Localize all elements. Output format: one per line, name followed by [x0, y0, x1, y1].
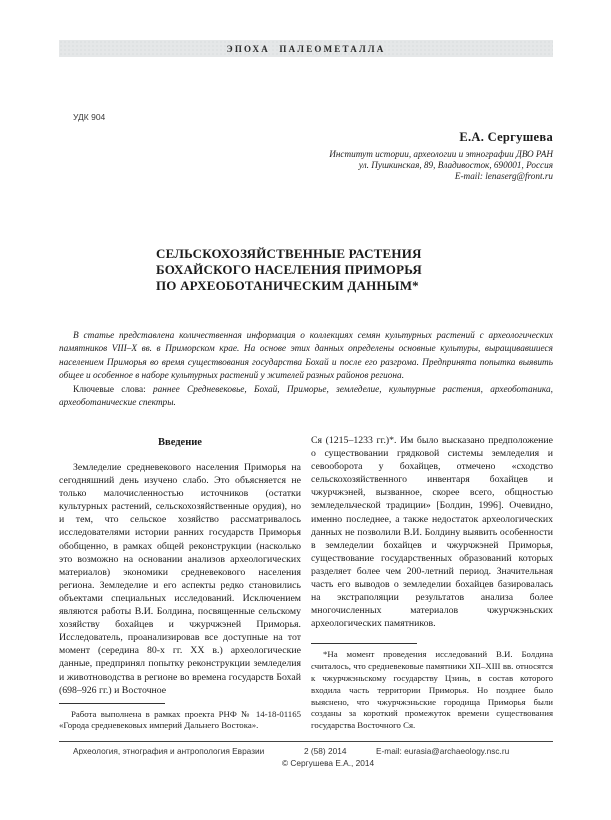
author-block	[329, 130, 553, 183]
article-title-line: БОХАЙСКОГО НАСЕЛЕНИЯ ПРИМОРЬЯ	[156, 262, 422, 277]
body-text-left: Земледелие средневекового населения Приморья на сегодняшний день изучено слабо. Это объясняется не только малочисленностью источников (остатки культурных растений, сельскохозяйственные орудия), но и тем, что сельское хозяйство рассматривалось исследователями истории ранних государств Приморья обобщенно, в рамках общей реконструкции (насколько это возможно на основании анализов археологических материалов) экономики средневекового населения региона. Земледелие и его аспекты редко становились объектами специальных исследований. Исключением являются работы В.И. Болдина, посвященные сельскому хозяйству бохайцев и чжурчжэней Приморья. Исследователь, проанализировав все доступные на тот момент (середина 80-х гг. XX в.) археологические данные, предпринял попытку реконструкции земледелия и животноводства в регионе во времена государств Бохай (698–926 гг.) и Восточное	[59, 462, 301, 696]
article-title-line: СЕЛЬСКОХОЗЯЙСТВЕННЫЕ РАСТЕНИЯ	[156, 246, 422, 261]
article-title-line: ПО АРХЕОБОТАНИЧЕСКИМ ДАННЫМ*	[156, 278, 419, 293]
left-column	[59, 436, 301, 732]
footnote-rule	[59, 703, 165, 704]
body-text-right: Ся (1215–1233 гг.)*. Им было высказано предположение о существовании грядковой системы земледелия и севооборота у бохайцев, отмечено «сходство сельскохозяйственного инвентаря бохайцев и чжурчжэней, вызванное, скорее всего, общностью земледельческой традиции» [Болдин, 1996]. Очевидно, именно последнее, а также недостаток археологических данных не позволили В.И. Болдину выявить особенности в земледелии бохайцев и чжурчжэней Приморья, существование государственных образований которых разделяет более чем 200-летний период. Значительная часть его выводов о земледелии бохайцев базировалась на экстраполяции результатов анализа более многочисленных материалов чжурчжэньских археологических памятников.	[311, 435, 553, 630]
affiliation-email: E-mail: lenaserg@front.ru	[454, 171, 553, 182]
udc-code: УДК 904	[73, 112, 106, 122]
right-column	[311, 434, 553, 732]
footer-email: E-mail: eurasia@archaeology.nsc.ru	[376, 746, 510, 756]
footer-journal-title: Археология, этнография и антропология Евразии	[73, 746, 265, 756]
author-name: Е.А. Сергушева	[459, 130, 553, 144]
asterisk-footnote	[311, 643, 553, 732]
footer-copyright: © Сергушева Е.А., 2014	[282, 758, 375, 768]
left-column-main	[59, 436, 301, 697]
section-banner	[59, 40, 553, 57]
asterisk-footnote-text: *На момент проведения исследований В.И. Болдина считалось, что средневековые памятники XII–XIII вв. относятся к чжурчжэньскому государству Цзинь, в состав которого входила часть территории Приморья. Но позднее было выяснено, что чжурчжэньские городища Приморья были созданы за короткий промежуток времени существования государства Восточного Ся.	[311, 649, 553, 731]
affiliation-address: ул. Пушкинская, 89, Владивосток, 690001, Россия	[358, 160, 553, 171]
keywords-label: Ключевые слова:	[73, 385, 146, 395]
page-footer	[59, 746, 553, 772]
section-banner-label: ЭПОХА ПАЛЕОМЕТАЛЛА	[226, 43, 386, 54]
keywords-list: раннее Средневековье, Бохай, Приморье, земледелие, культурные растения, археоботаника, археоботанические спектры.	[59, 385, 554, 409]
abstract-text: В статье представлена количественная информация о коллекциях семян культурных растений с археологических памятников VIII–X вв. в Приморском крае. На основе этих данных определены основные культуры, выращивавшиеся населением Приморья во время существования государства Бохай и после его разгрома. Предпринята попытка выявить общее и особенное в наборе культурных растений у жителей разных районов региона.	[59, 331, 553, 382]
footnote-rule	[311, 643, 417, 644]
keywords-paragraph	[59, 384, 553, 411]
footer-issue-number: 2 (58) 2014	[304, 746, 347, 756]
footer-rule	[59, 741, 553, 742]
grant-footnote	[59, 703, 301, 733]
section-heading-introduction: Введение	[158, 437, 202, 448]
grant-footnote-text: Работа выполнена в рамках проекта РНФ № 14-18-01165 «Города средневековых империй Дальнего Востока».	[59, 708, 301, 731]
affiliation-institute: Институт истории, археологии и этнографии ДВО РАН	[329, 149, 553, 159]
author-affiliation	[329, 149, 553, 183]
article-title	[156, 246, 422, 294]
